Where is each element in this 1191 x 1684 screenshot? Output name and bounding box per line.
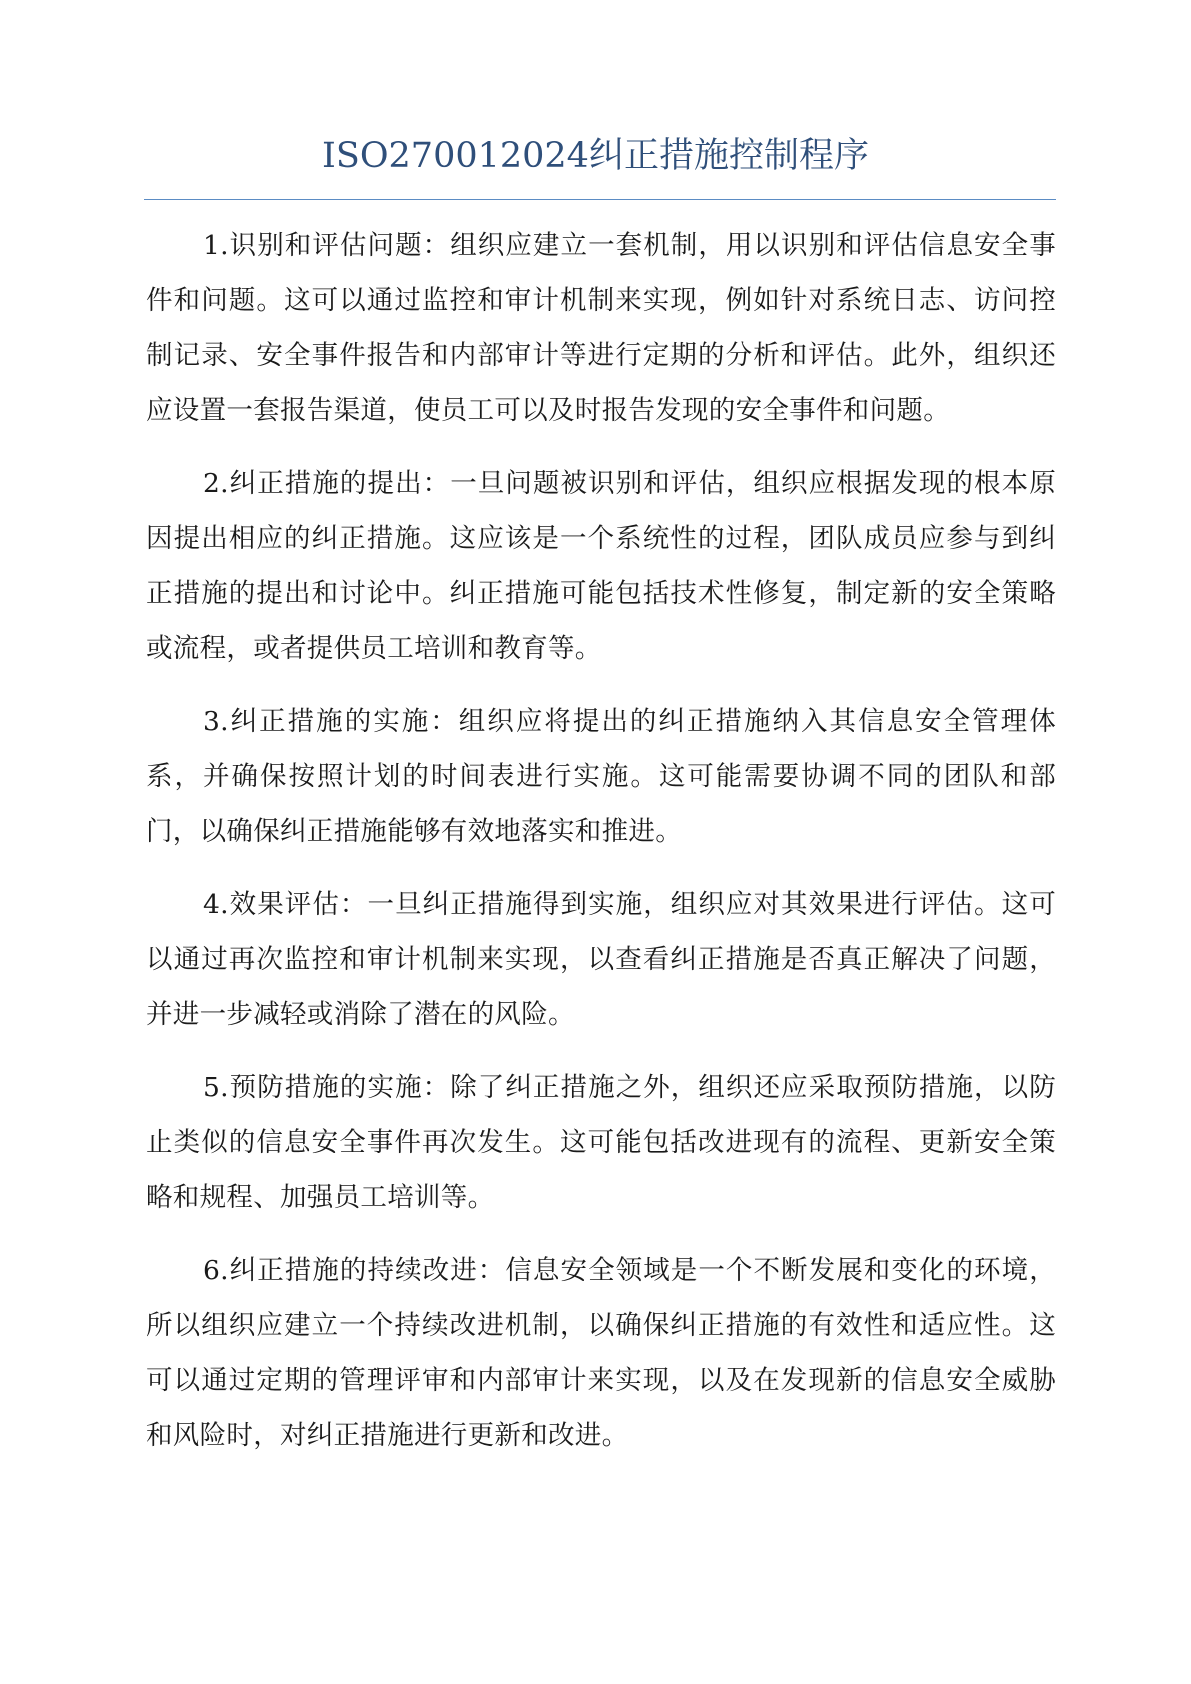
paragraph-6: 6.纠正措施的持续改进：信息安全领域是一个不断发展和变化的环境，所以组织应建立一个持续改进机制，以确保纠正措施的有效性和适应性。这可以通过定期的管理评审和内部审计来实现，以及在发现新的信息安全威胁和风险时，对纠正措施进行更新和改进。	[146, 1255, 1056, 1451]
paragraph-3: 3.纠正措施的实施：组织应将提出的纠正措施纳入其信息安全管理体系，并确保按照计划的时间表进行实施。这可能需要协调不同的团队和部门，以确保纠正措施能够有效地落实和推进。	[146, 706, 1056, 847]
paragraph-2: 2.纠正措施的提出：一旦问题被识别和评估，组织应根据发现的根本原因提出相应的纠正措施。这应该是一个系统性的过程，团队成员应参与到纠正措施的提出和讨论中。纠正措施可能包括技术性修复，制定新的安全策略或流程，或者提供员工培训和教育等。	[146, 468, 1056, 664]
title-divider	[144, 199, 1056, 200]
paragraph-4: 4.效果评估：一旦纠正措施得到实施，组织应对其效果进行评估。这可以通过再次监控和审计机制来实现，以查看纠正措施是否真正解决了问题，并进一步减轻或消除了潜在的风险。	[146, 889, 1056, 1030]
paragraph-1: 1.识别和评估问题：组织应建立一套机制，用以识别和评估信息安全事件和问题。这可以通过监控和审计机制来实现，例如针对系统日志、访问控制记录、安全事件报告和内部审计等进行定期的分析和评估。此外，组织还应设置一套报告渠道，使员工可以及时报告发现的安全事件和问题。	[146, 230, 1056, 426]
document-body	[146, 218, 1056, 1481]
document-title: ISO270012024纠正措施控制程序	[322, 136, 869, 176]
paragraph-5: 5.预防措施的实施：除了纠正措施之外，组织还应采取预防措施，以防止类似的信息安全事件再次发生。这可能包括改进现有的流程、更新安全策略和规程、加强员工培训等。	[146, 1072, 1056, 1213]
